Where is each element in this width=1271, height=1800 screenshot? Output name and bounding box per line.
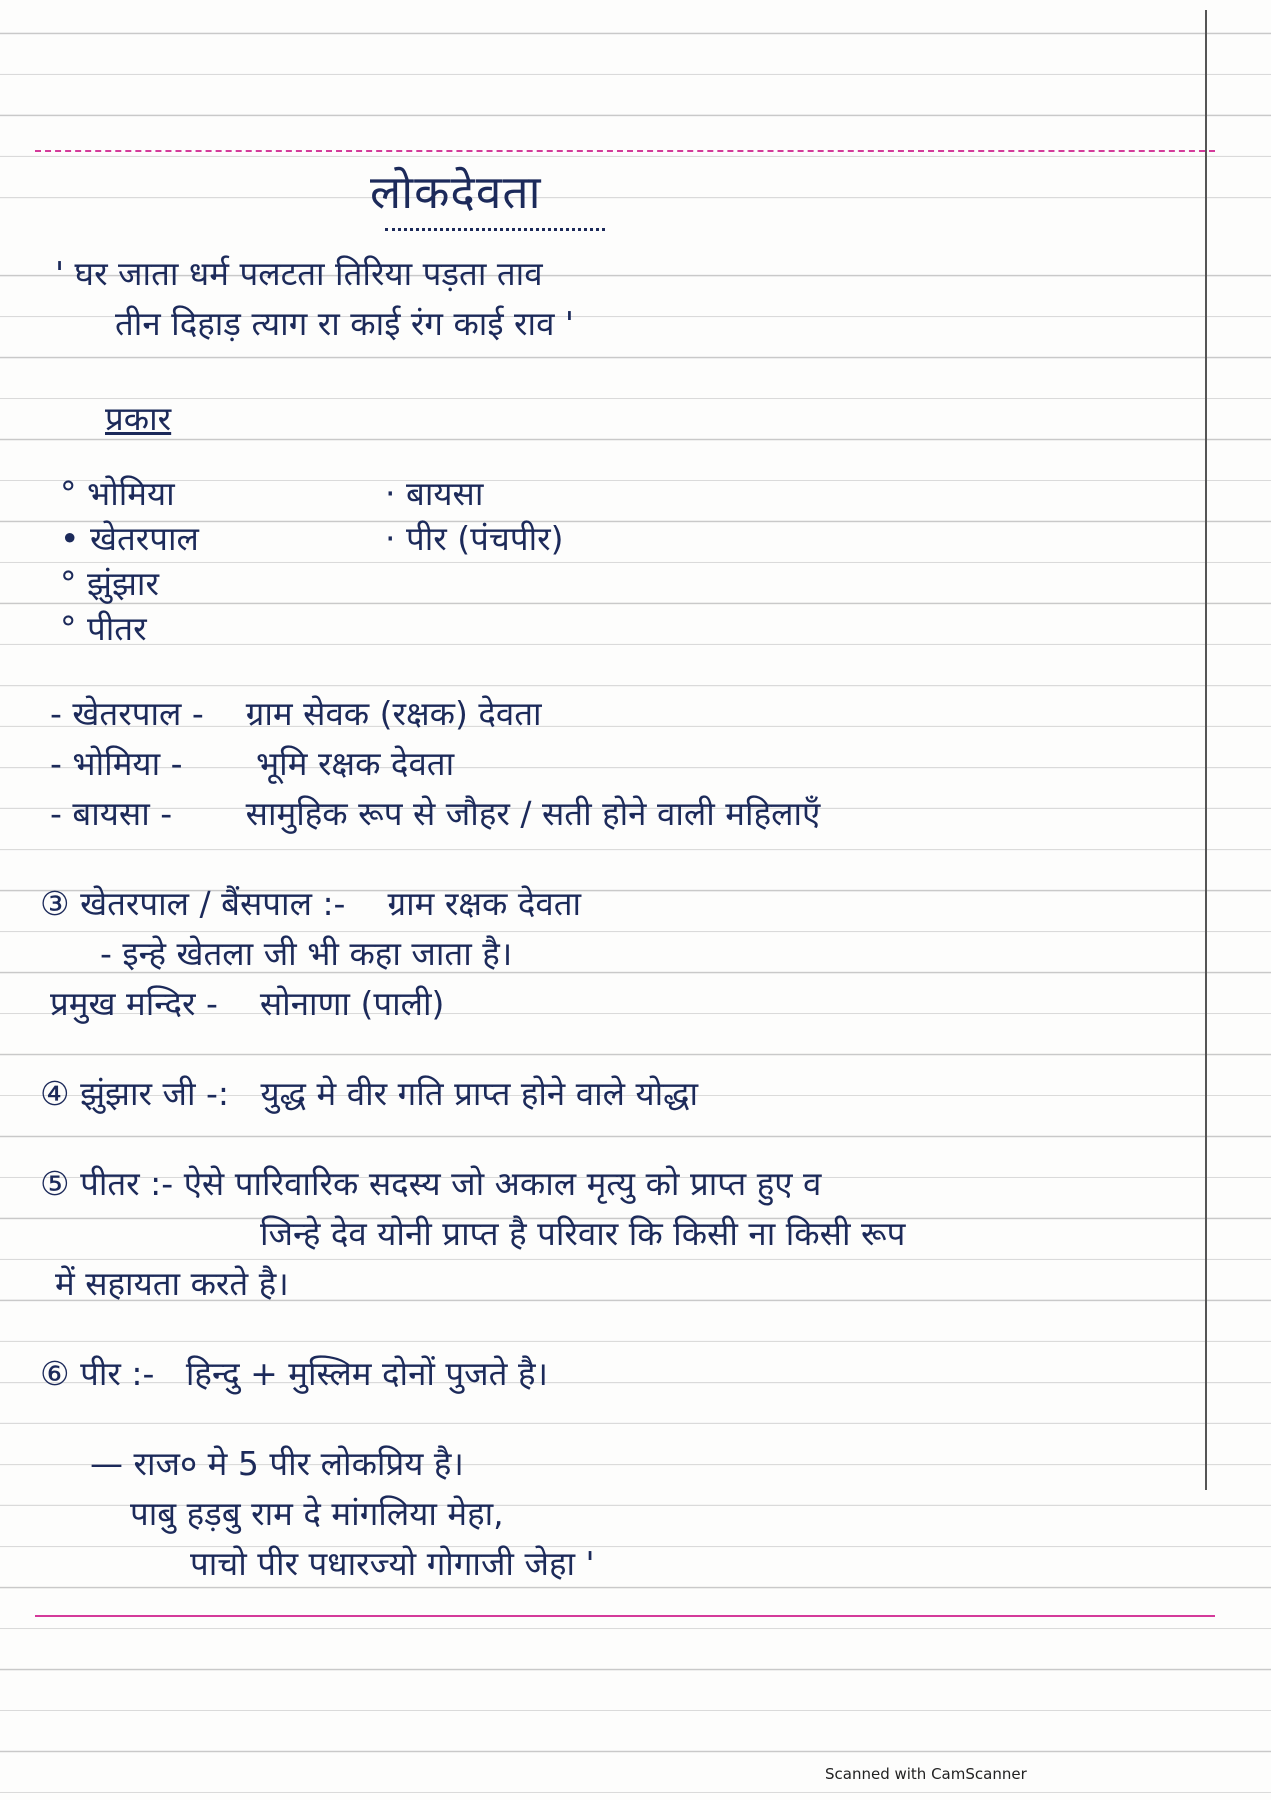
section-5-line-2: जिन्हे देव योनी प्राप्त है परिवार कि किसी ना किसी रूप bbox=[260, 1214, 906, 1253]
types-left-item-3: ° झुंझार bbox=[60, 564, 159, 603]
definition-row-1: - खेतरपाल - ग्राम सेवक (रक्षक) देवता bbox=[50, 694, 542, 733]
page-edge-line bbox=[1205, 10, 1207, 1490]
section-4: ④ झुंझार जी -: युद्ध मे वीर गति प्राप्त होने वाले योद्धा bbox=[40, 1074, 699, 1113]
verse-line-1: पाबु हड़बु राम दे मांगलिया मेहा, bbox=[130, 1494, 504, 1533]
section-3-temple: प्रमुख मन्दिर - सोनाणा (पाली) bbox=[50, 984, 445, 1023]
quote-line-1: ' घर जाता धर्म पलटता तिरिया पड़ता ताव bbox=[55, 254, 543, 293]
title-underline bbox=[385, 228, 605, 231]
types-left-item-1: ° भोमिया bbox=[60, 474, 175, 513]
types-left-item-4: ° पीतर bbox=[60, 609, 147, 648]
quote-line-2: तीन दिहाड़ त्याग रा काई रंग काई राव ' bbox=[115, 304, 574, 343]
section-6-line-2: — राज० मे 5 पीर लोकप्रिय है। bbox=[90, 1444, 464, 1483]
verse-line-2: पाचो पीर पधारज्यो गोगाजी जेहा ' bbox=[190, 1544, 595, 1583]
scanner-watermark: Scanned with CamScanner bbox=[825, 1765, 1027, 1783]
definition-row-2: - भोमिया - भूमि रक्षक देवता bbox=[50, 744, 455, 783]
types-heading: प्रकार bbox=[105, 399, 172, 438]
top-pink-rule bbox=[35, 150, 1215, 152]
types-left-item-2: • खेतरपाल bbox=[60, 519, 199, 558]
page-title: लोकदेवता bbox=[370, 165, 542, 219]
types-right-item-2: · पीर (पंचपीर) bbox=[385, 519, 564, 558]
bottom-pink-rule bbox=[35, 1615, 1215, 1617]
types-right-item-1: · बायसा bbox=[385, 474, 484, 513]
section-6-heading: ⑥ पीर :- हिन्दु + मुस्लिम दोनों पुजते है। bbox=[40, 1354, 548, 1393]
section-5-line-3: में सहायता करते है। bbox=[55, 1264, 289, 1303]
section-5-line-1: ⑤ पीतर :- ऐसे पारिवारिक सदस्य जो अकाल मृत्यु को प्राप्त हुए व bbox=[40, 1164, 822, 1203]
section-3-line-2: - इन्हे खेतला जी भी कहा जाता है। bbox=[100, 934, 513, 973]
section-3-heading: ③ खेतरपाल / बैंसपाल :- ग्राम रक्षक देवता bbox=[40, 884, 582, 923]
definition-row-3: - बायसा - सामुहिक रूप से जौहर / सती होने वाली महिलाएँ bbox=[50, 794, 821, 833]
